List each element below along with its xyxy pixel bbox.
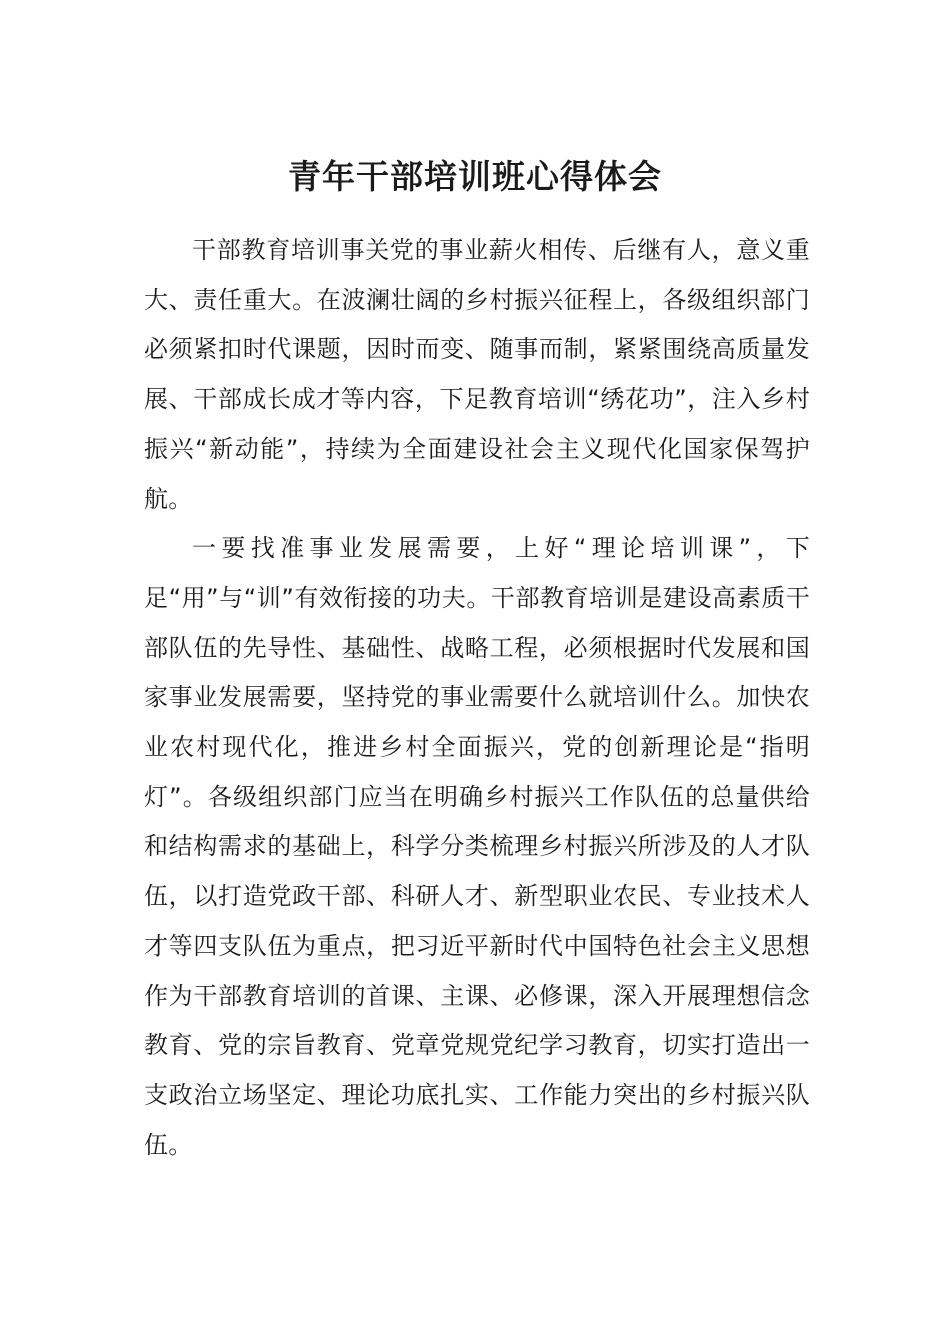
paragraph-point-one: 一要找准事业发展需要，上好“理论培训课”，下足“用”与“训”有效衔接的功夫。干部教育培训是建设高素质干部队伍的先导性、基础性、战略工程，必须根据时代发展和国家事业发展需要，坚持党的事业需要什么就培训什么。加快农业农村现代化，推进乡村全面振兴，党的创新理论是“指明灯”。各级组织部门应当在明确乡村振兴工作队伍的总量供给和结构需求的基础上，科学分类梳理乡村振兴所涉及的人才队伍，以打造党政干部、科研人才、新型职业农民、专业技术人才等四支队伍为重点，把习近平新时代中国特色社会主义思想作为干部教育培训的首课、主课、必修课，深入开展理想信念教育、党的宗旨教育、党章党规党纪学习教育，切实打造出一支政治立场坚定、理论功底扎实、工作能力突出的乡村振兴队伍。 (144, 534, 810, 1159)
document-title: 青年干部培训班心得体会 (288, 157, 662, 196)
paragraph-intro: 干部教育培训事关党的事业薪火相传、后继有人，意义重大、责任重大。在波澜壮阔的乡村振兴征程上，各级组织部门必须紧扣时代课题，因时而变、随事而制，紧紧围绕高质量发展、干部成长成才等内容，下足教育培训“绣花功”，注入乡村振兴“新动能”，持续为全面建设社会主义现代化国家保驾护航。 (144, 236, 810, 513)
document-body (144, 226, 810, 1170)
